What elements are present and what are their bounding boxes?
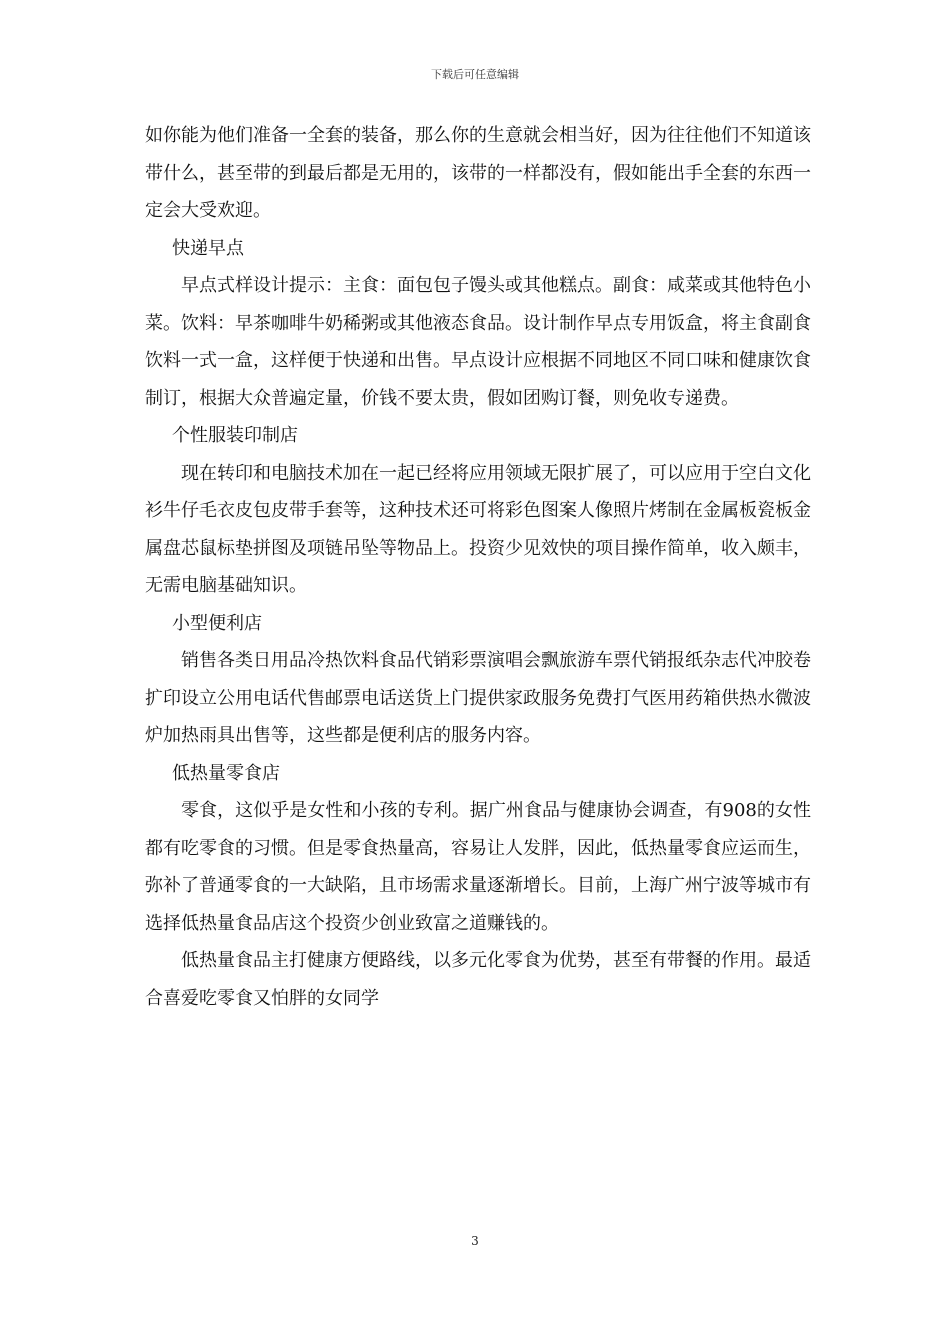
page-number: 3 (471, 1234, 479, 1248)
paragraph-low-calorie-positioning: 低热量食品主打健康方便路线，以多元化零食为优势，甚至有带餐的作用。最适合喜爱吃零食又怕胖的女同学 (145, 950, 811, 1009)
paragraph-convenience-store: 销售各类日用品冷热饮料食品代销彩票演唱会飘旅游车票代销报纸杂志代冲胶卷扩印设立公用电话代售邮票电话送货上门提供家政服务免费打气医用药箱供热水微波炉加热雨具出售等，这些都是便利店的服务内容。 (145, 650, 811, 746)
section-heading-breakfast-delivery: 快递早点 (172, 237, 244, 259)
paragraph-breakfast: 早点式样设计提示：主食：面包包子馒头或其他糕点。副食：咸菜或其他特色小菜。饮料：早茶咖啡牛奶稀粥或其他液态食品。设计制作早点专用饭盒，将主食副食饮料一式一盒，这样便于快递和出售。早点设计应根据不同地区不同口味和健康饮食制订，根据大众普遍定量，价钱不要太贵，假如团购订餐，则免收专递费。 (145, 275, 811, 409)
section-heading-low-calorie-snacks: 低热量零食店 (172, 762, 280, 784)
document-body (145, 117, 811, 1017)
paragraph-low-calorie-snacks: 零食，这似乎是女性和小孩的专利。据广州食品与健康协会调查，有908的女性都有吃零食的习惯。但是零食热量高，容易让人发胖，因此，低热量零食应运而生，弥补了普通零食的一大缺陷，且市场需求量逐渐增长。目前，上海广州宁波等城市有选择低热量食品店这个投资少创业致富之道赚钱的。 (145, 800, 811, 934)
page-header: 下载后可任意编辑 (431, 68, 519, 81)
paragraph-equipment: 如你能为他们准备一全套的装备，那么你的生意就会相当好，因为往往他们不知道该带什么，甚至带的到最后都是无用的，该带的一样都没有，假如能出手全套的东西一定会大受欢迎。 (145, 125, 811, 221)
section-heading-convenience-store: 小型便利店 (172, 612, 262, 634)
paragraph-custom-clothing: 现在转印和电脑技术加在一起已经将应用领域无限扩展了，可以应用于空白文化衫牛仔毛衣皮包皮带手套等，这种技术还可将彩色图案人像照片烤制在金属板瓷板金属盘芯鼠标垫拼图及项链吊坠等物品上。投资少见效快的项目操作简单，收入颇丰，无需电脑基础知识。 (145, 462, 811, 596)
section-heading-custom-clothing: 个性服装印制店 (172, 425, 298, 446)
